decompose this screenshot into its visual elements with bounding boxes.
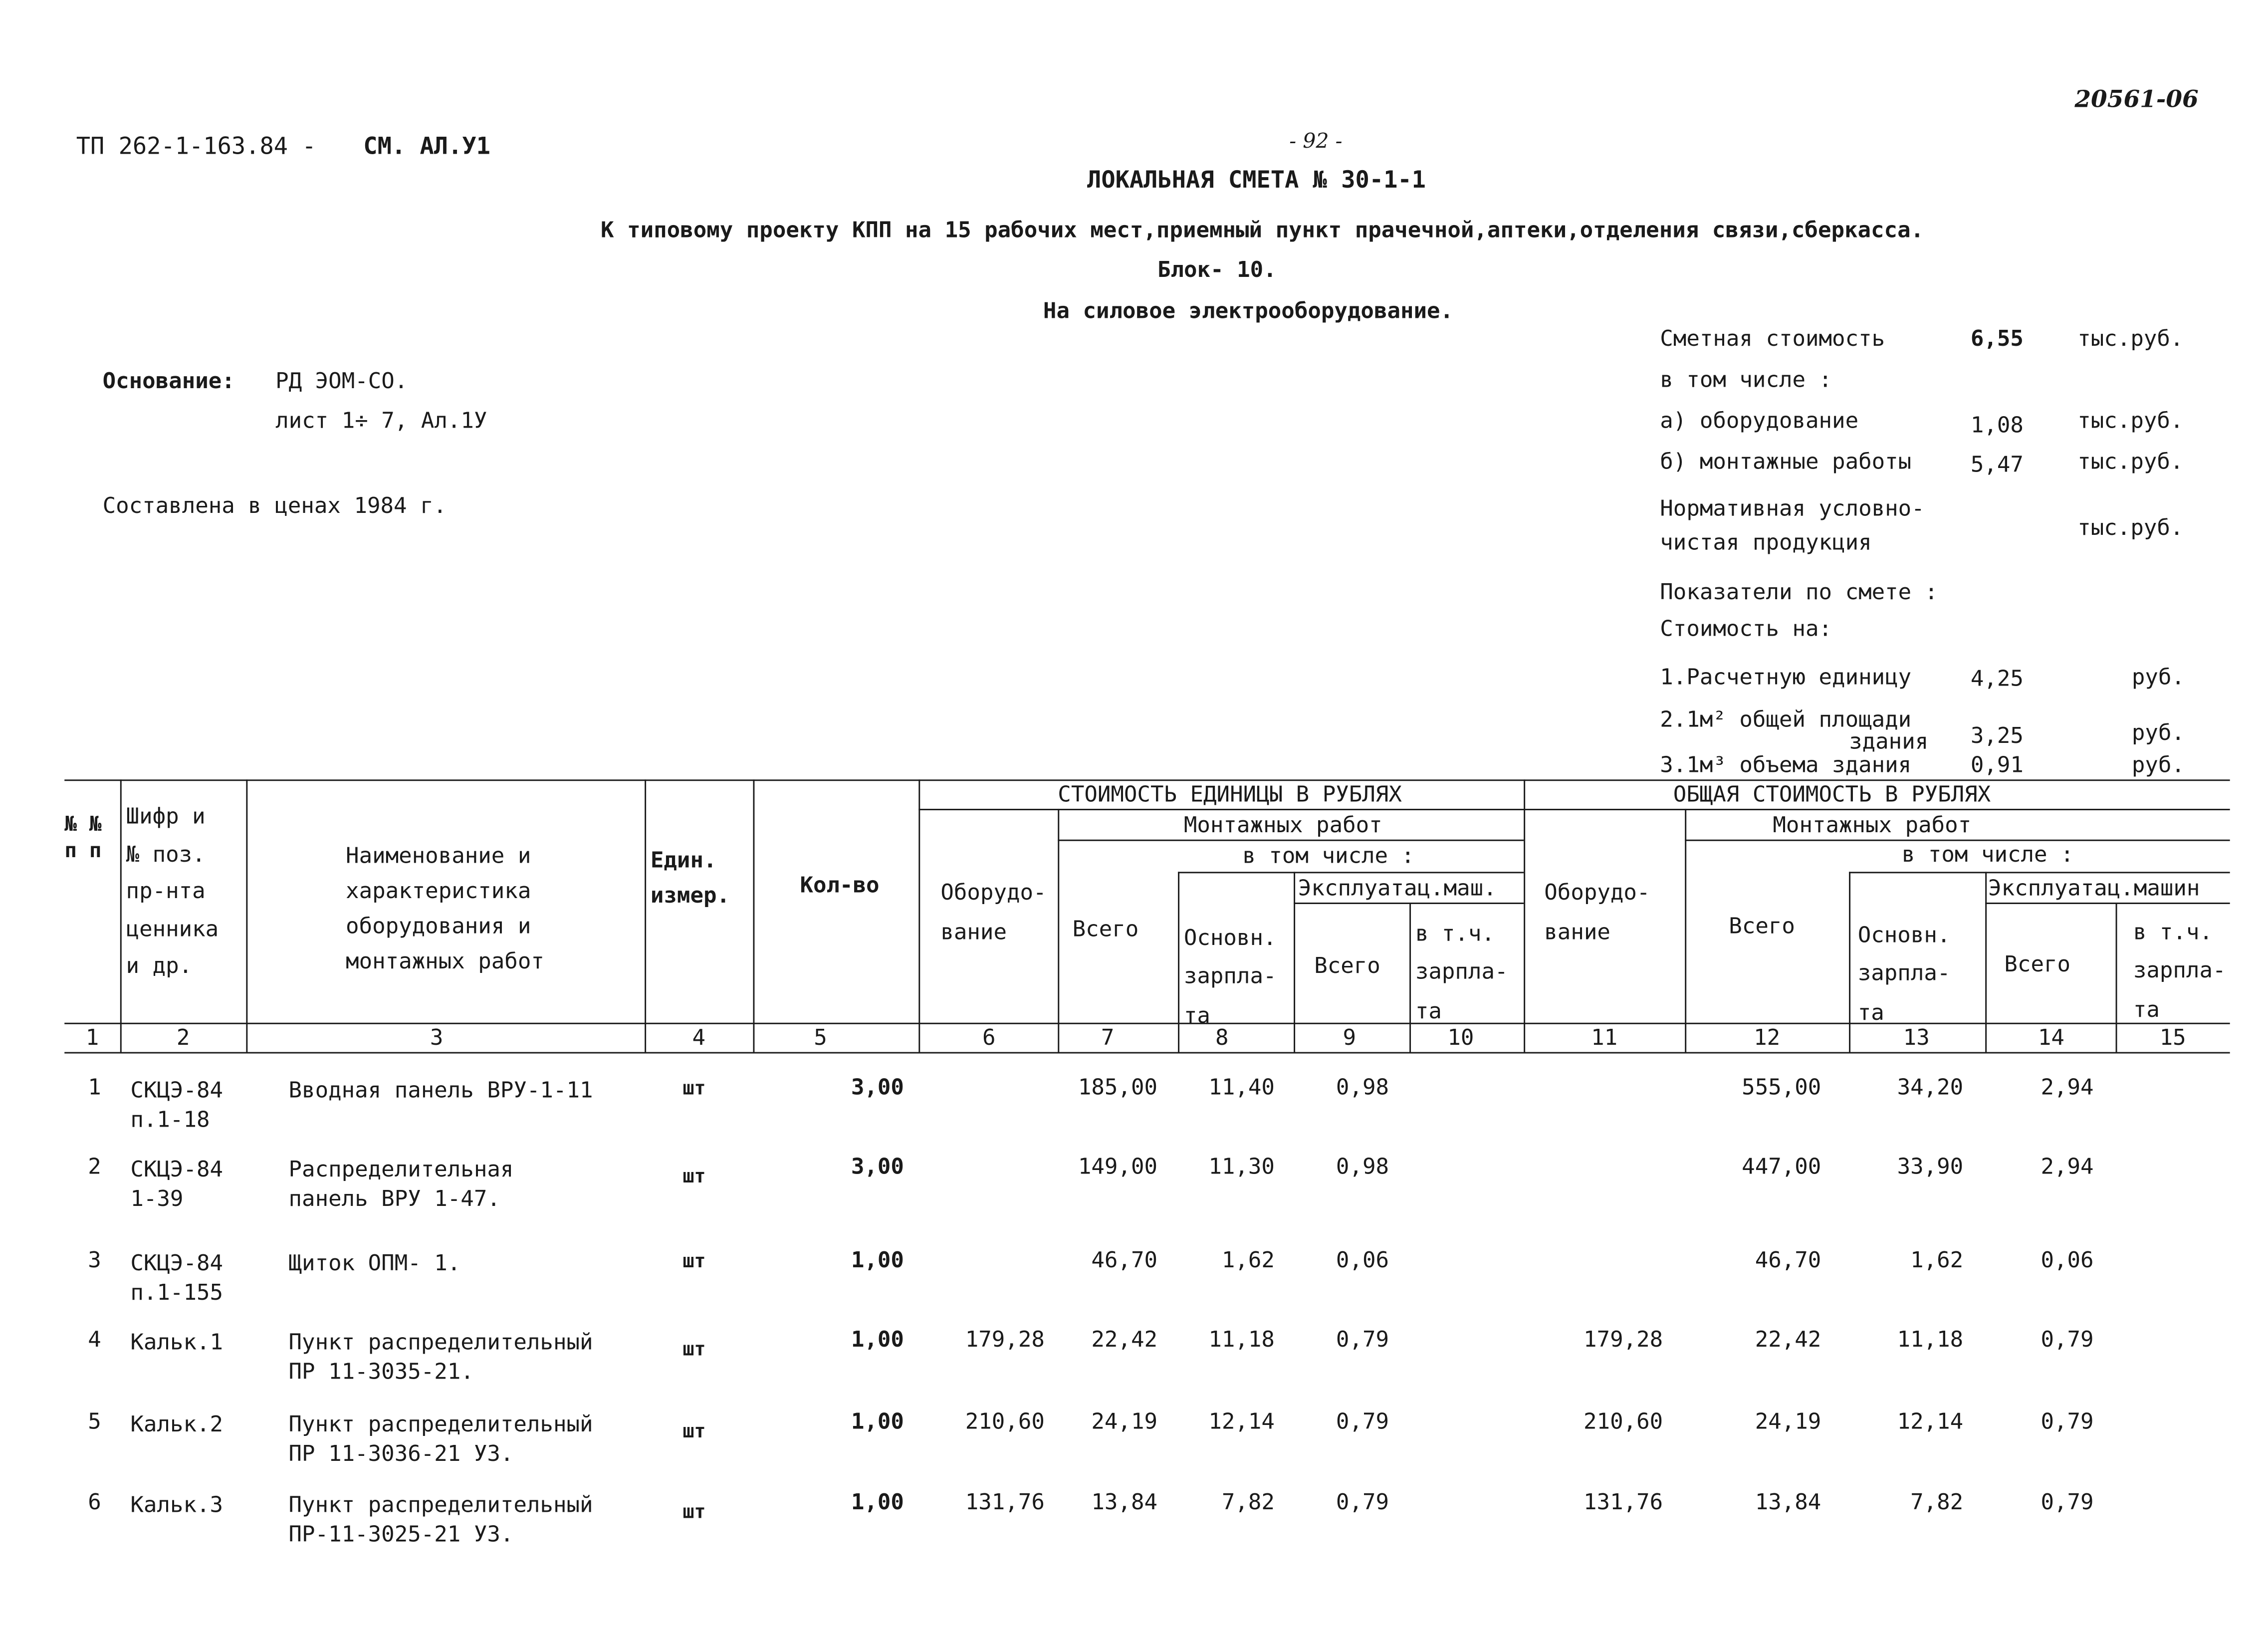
row-value-c12: 555,00 (1742, 1074, 1821, 1101)
row-value-c8: 7,82 (1221, 1488, 1275, 1515)
including-label: в том числе : (1660, 366, 1832, 393)
row-code: СКЦЭ-84 1-39 (130, 1156, 224, 1211)
install-value: 5,47 (1970, 451, 2024, 478)
indicator-2-unit: руб. (2131, 719, 2185, 746)
block-label: Блок- 10. (1157, 256, 1277, 283)
column-number: 4 (692, 1024, 706, 1051)
row-value-c6: 179,28 (965, 1326, 1045, 1353)
row-value-c11: 210,60 (1584, 1408, 1663, 1435)
column-number: 11 (1591, 1024, 1618, 1051)
row-value-c9: 0,79 (1336, 1326, 1389, 1353)
indicator-2-value: 3,25 (1970, 722, 2024, 749)
row-value-c6: 131,76 (965, 1488, 1045, 1515)
header-mach-total: Эксплуатац.машин (1988, 875, 2200, 902)
cost-per-label: Стоимость на: (1660, 615, 1832, 642)
norm-label-1: Нормативная условно- (1660, 495, 1925, 522)
row-value-c12: 22,42 (1755, 1326, 1821, 1353)
indicator-3-label: 3.1м³ объема здания (1660, 751, 1912, 778)
install-label: б) монтажные работы (1660, 448, 1912, 475)
archive-number: 20561-06 (2074, 85, 2199, 113)
column-number: 10 (1447, 1024, 1474, 1051)
column-number: 13 (1903, 1024, 1930, 1051)
indicators-label: Показатели по смете : (1660, 578, 1938, 605)
header-equipment: Оборудо- вание (940, 879, 1047, 945)
header-install-group-total: Монтажных работ (1773, 811, 1972, 838)
row-code: Кальк.3 (130, 1491, 224, 1518)
basis-label: Основание: (102, 368, 235, 394)
row-value-c8: 11,40 (1208, 1074, 1275, 1101)
document-title: ЛОКАЛЬНАЯ СМЕТА № 30-1-1 (1087, 165, 1426, 194)
indicator-2-label-1: 2.1м² общей площади (1660, 706, 1912, 733)
row-value-c9: 0,79 (1336, 1488, 1389, 1515)
row-value-c9: 0,98 (1336, 1153, 1389, 1180)
row-value-c12: 46,70 (1755, 1247, 1821, 1273)
row-value-c8: 11,30 (1208, 1153, 1275, 1180)
row-unit: шт (682, 1251, 706, 1273)
cost-value: 6,55 (1970, 325, 2024, 352)
row-value-c9: 0,79 (1336, 1408, 1389, 1435)
row-value-c13: 7,82 (1910, 1488, 1964, 1515)
column-number: 2 (176, 1024, 190, 1051)
row-value-c12: 24,19 (1755, 1408, 1821, 1435)
purpose-label: На силовое электрооборудование. (1043, 297, 1454, 324)
row-name: Вводная панель ВРУ-1-11 (288, 1077, 593, 1104)
row-unit: шт (682, 1339, 706, 1362)
row-number: 1 (88, 1074, 101, 1101)
header-mach-all: Всего (1314, 952, 1380, 979)
row-value-c9: 0,06 (1336, 1247, 1389, 1273)
column-number: 1 (85, 1024, 99, 1051)
row-name: Пункт распределительный ПР-11-3025-21 УЗ. (288, 1491, 593, 1547)
column-number: 5 (814, 1024, 827, 1051)
column-number: 15 (2159, 1024, 2186, 1051)
row-value-c11: 131,76 (1584, 1488, 1663, 1515)
indicator-1-value: 4,25 (1970, 665, 2024, 692)
row-name: Пункт распределительный ПР 11-3035-21. (288, 1329, 593, 1384)
indicator-2-label-2: здания (1849, 728, 1929, 755)
row-value-c14: 2,94 (2041, 1153, 2094, 1180)
row-value-c8: 12,14 (1208, 1408, 1275, 1435)
equipment-label: а) оборудование (1660, 407, 1859, 434)
header-unit: Един. измер. (650, 847, 730, 909)
row-code: СКЦЭ-84 п.1-18 (130, 1077, 224, 1132)
row-number: 2 (88, 1153, 101, 1180)
row-code: Кальк.1 (130, 1329, 224, 1356)
header-equipment-total: Оборудо- вание (1544, 879, 1650, 945)
row-value-c13: 1,62 (1910, 1247, 1964, 1273)
row-value-qty: 1,00 (851, 1326, 904, 1353)
cost-unit: тыс.руб. (2077, 325, 2184, 352)
row-unit: шт (682, 1166, 706, 1188)
row-unit: шт (682, 1421, 706, 1443)
row-value-c11: 179,28 (1584, 1326, 1663, 1353)
row-number: 6 (88, 1488, 101, 1515)
row-unit: шт (682, 1502, 706, 1524)
row-value-c12: 447,00 (1742, 1153, 1821, 1180)
row-value-c7: 149,00 (1078, 1153, 1157, 1180)
column-number: 6 (982, 1024, 996, 1051)
header-mach-all-total: Всего (2004, 950, 2071, 977)
row-value-qty: 1,00 (851, 1247, 904, 1273)
row-number: 3 (88, 1247, 101, 1273)
indicator-1-label: 1.Расчетную единицу (1660, 664, 1912, 691)
row-value-c7: 22,42 (1091, 1326, 1157, 1353)
row-value-c14: 0,79 (2041, 1408, 2094, 1435)
row-code: Кальк.2 (130, 1411, 224, 1437)
header-base-wage-total: Основн. зарпла- та (1857, 922, 1951, 1025)
row-value-c8: 1,62 (1221, 1247, 1275, 1273)
indicator-3-unit: руб. (2131, 751, 2185, 778)
row-value-c14: 2,94 (2041, 1074, 2094, 1101)
header-unit-cost-group: СТОИМОСТЬ ЕДИНИЦЫ В РУБЛЯХ (1058, 781, 1402, 808)
basis-line-2: лист 1÷ 7, Ал.1У (275, 407, 487, 434)
header-mach: Эксплуатац.маш. (1298, 875, 1497, 902)
header-total-cost-group: ОБЩАЯ СТОИМОСТЬ В РУБЛЯХ (1673, 781, 1991, 808)
header-code: Шифр и № поз. пр-нта ценника и др. (126, 803, 219, 979)
row-name: Распределительная панель ВРУ 1-47. (288, 1156, 514, 1211)
row-value-c13: 11,18 (1897, 1326, 1964, 1353)
row-value-qty: 3,00 (851, 1074, 904, 1101)
column-number: 7 (1101, 1024, 1115, 1051)
header-all-total: Всего (1729, 913, 1795, 939)
row-value-c8: 11,18 (1208, 1326, 1275, 1353)
equipment-value: 1,08 (1970, 412, 2024, 439)
column-number: 8 (1215, 1024, 1229, 1051)
row-value-qty: 1,00 (851, 1488, 904, 1515)
column-number: 12 (1754, 1024, 1781, 1051)
header-incl-total: в том числе : (1901, 841, 2074, 868)
row-value-qty: 1,00 (851, 1408, 904, 1435)
row-number: 5 (88, 1408, 101, 1435)
indicator-3-value: 0,91 (1970, 751, 2024, 778)
row-name: Пункт распределительный ПР 11-3036-21 УЗ. (288, 1411, 593, 1466)
row-value-c14: 0,06 (2041, 1247, 2094, 1273)
row-value-c14: 0,79 (2041, 1488, 2094, 1515)
row-value-c13: 34,20 (1897, 1074, 1964, 1101)
column-number: 3 (430, 1024, 444, 1051)
page-number: - 92 - (1289, 130, 1343, 154)
row-code: СКЦЭ-84 п.1-155 (130, 1250, 224, 1305)
header-base-wage: Основн. зарпла- та (1183, 925, 1277, 1028)
header-incl-wage-total: в т.ч. зарпла- та (2133, 919, 2226, 1022)
header-name: Наименование и характеристика оборудования и монтажных работ (346, 842, 544, 974)
header-qty: Кол-во (800, 872, 880, 899)
row-number: 4 (88, 1326, 101, 1353)
indicator-1-unit: руб. (2131, 664, 2185, 691)
header-incl-wage: в т.ч. зарпла- та (1415, 920, 1508, 1024)
tp-code: ТП 262-1-163.84 - (76, 132, 316, 160)
document-subtitle: К типовому проекту КПП на 15 рабочих мест,приемный пункт прачечной,аптеки,отделения связи,сберкасса. (601, 217, 1924, 243)
row-value-c7: 185,00 (1078, 1074, 1157, 1101)
row-value-c9: 0,98 (1336, 1074, 1389, 1101)
header-all: Всего (1072, 916, 1139, 942)
row-value-c7: 13,84 (1091, 1488, 1157, 1515)
row-unit: шт (682, 1078, 706, 1101)
row-value-c14: 0,79 (2041, 1326, 2094, 1353)
norm-unit: тыс.руб. (2077, 514, 2184, 541)
column-number: 14 (2038, 1024, 2064, 1051)
row-value-qty: 3,00 (851, 1153, 904, 1180)
header-install-group: Монтажных работ (1183, 811, 1382, 838)
row-value-c7: 46,70 (1091, 1247, 1157, 1273)
row-value-c13: 12,14 (1897, 1408, 1964, 1435)
header-num: № № п п (64, 813, 102, 863)
header-incl: в том числе : (1242, 842, 1415, 869)
row-value-c12: 13,84 (1755, 1488, 1821, 1515)
basis-line-1: РД ЭОМ-СО. (275, 368, 408, 394)
norm-label-2: чистая продукция (1660, 529, 1872, 556)
album-reference: СМ. АЛ.У1 (363, 132, 490, 160)
row-value-c13: 33,90 (1897, 1153, 1964, 1180)
row-value-c7: 24,19 (1091, 1408, 1157, 1435)
column-number: 9 (1343, 1024, 1356, 1051)
prices-year: Составлена в ценах 1984 г. (102, 492, 447, 519)
install-unit: тыс.руб. (2077, 448, 2184, 475)
cost-label: Сметная стоимость (1660, 325, 1885, 352)
row-name: Щиток ОПМ- 1. (288, 1250, 461, 1276)
row-value-c6: 210,60 (965, 1408, 1045, 1435)
equipment-unit: тыс.руб. (2077, 407, 2184, 434)
